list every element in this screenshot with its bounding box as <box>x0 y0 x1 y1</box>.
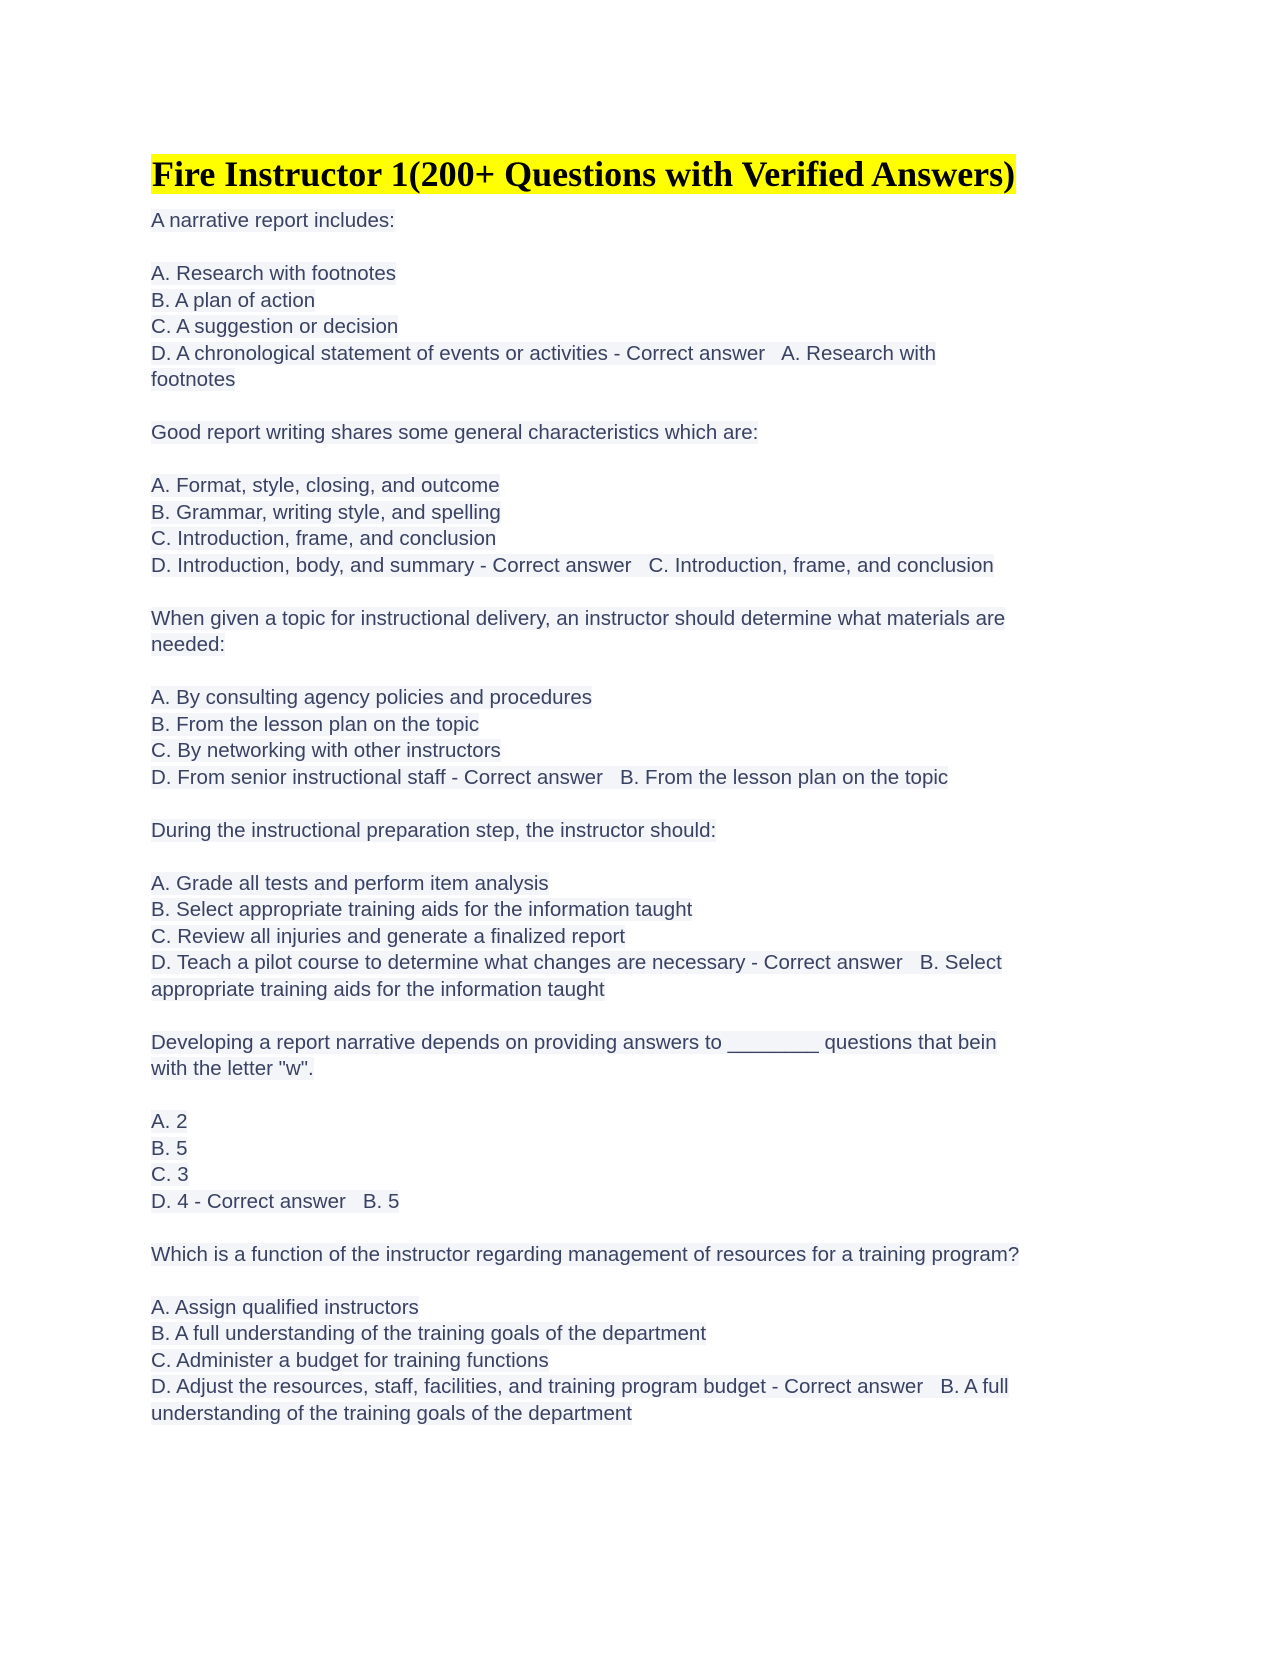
answer-option-text: A. Grade all tests and perform item analysis <box>151 871 549 895</box>
title-text: Fire Instructor 1(200+ Questions with Verified Answers) <box>152 154 1016 194</box>
answer-option-text: footnotes <box>151 368 236 391</box>
answer-option <box>151 1374 1151 1401</box>
answer-option <box>151 1295 1151 1322</box>
spacer <box>151 1083 1151 1110</box>
spacer <box>151 1268 1151 1295</box>
answer-option-text: B. 5 <box>151 1136 188 1160</box>
question-text <box>151 1242 1151 1269</box>
answer-option <box>151 314 1151 341</box>
answer-option-text: A. Assign qualified instructors <box>151 1295 419 1319</box>
answer-option <box>151 341 1151 368</box>
question-text-text: Which is a function of the instructor regarding management of resources for a training program? <box>151 1242 1020 1266</box>
answer-option <box>151 1162 1151 1189</box>
question-text-text: Developing a report narrative depends on providing answers to ________ questions that bein <box>151 1030 997 1054</box>
spacer <box>151 844 1151 871</box>
answer-option-text: C. A suggestion or decision <box>151 315 399 338</box>
answer-option <box>151 685 1151 712</box>
question-text <box>151 208 1151 235</box>
question-text-text: A narrative report includes: <box>151 209 395 232</box>
answer-option <box>151 924 1151 951</box>
question-block <box>151 1242 1151 1428</box>
document-title <box>151 152 1151 196</box>
answer-option-text: B. A full understanding of the training goals of the department <box>151 1322 707 1345</box>
answer-option-text: A. Format, style, closing, and outcome <box>151 474 500 497</box>
question-block <box>151 1030 1151 1216</box>
question-text <box>151 818 1151 845</box>
answer-option <box>151 288 1151 315</box>
answer-option <box>151 712 1151 739</box>
answer-option-text: C. Review all injuries and generate a finalized report <box>151 924 626 948</box>
answer-option <box>151 261 1151 288</box>
answer-option <box>151 526 1151 553</box>
answer-option <box>151 1136 1151 1163</box>
answer-option-text: D. 4 - Correct answer B. 5 <box>151 1189 400 1213</box>
answer-option-text: A. By consulting agency policies and procedures <box>151 686 593 709</box>
question-text-text: Good report writing shares some general characteristics which are: <box>151 421 759 444</box>
answer-option <box>151 897 1151 924</box>
answer-option <box>151 977 1151 1004</box>
answer-option-text: A. Research with footnotes <box>151 262 396 285</box>
spacer <box>151 659 1151 686</box>
question-block <box>151 208 1151 394</box>
question-text <box>151 606 1151 633</box>
answer-option <box>151 367 1151 394</box>
question-list <box>151 208 1151 1427</box>
answer-option <box>151 553 1151 580</box>
question-block <box>151 606 1151 792</box>
answer-option-text: B. Grammar, writing style, and spelling <box>151 500 501 524</box>
answer-option-text: understanding of the training goals of the department <box>151 1401 632 1425</box>
answer-option <box>151 1189 1151 1216</box>
answer-option-text: B. From the lesson plan on the topic <box>151 712 480 736</box>
question-text-text: with the letter "w". <box>151 1057 314 1080</box>
answer-option-text: C. 3 <box>151 1163 189 1186</box>
question-block <box>151 818 1151 1004</box>
question-text <box>151 1030 1151 1057</box>
answer-option-text: B. Select appropriate training aids for the information taught <box>151 898 693 921</box>
spacer <box>151 447 1151 474</box>
answer-option-text: B. A plan of action <box>151 288 316 312</box>
spacer <box>151 235 1151 262</box>
answer-option-text: D. From senior instructional staff - Correct answer B. From the lesson plan on the topic <box>151 765 949 789</box>
document-page <box>151 152 1151 1427</box>
answer-option-text: D. Adjust the resources, staff, facilities, and training program budget - Correct answer B. A full <box>151 1375 1009 1398</box>
answer-option <box>151 871 1151 898</box>
answer-option-text: C. By networking with other instructors <box>151 739 501 762</box>
answer-option <box>151 500 1151 527</box>
question-text-text: During the instructional preparation step, the instructor should: <box>151 818 717 842</box>
question-block <box>151 420 1151 579</box>
answer-option <box>151 738 1151 765</box>
answer-option <box>151 1109 1151 1136</box>
answer-option <box>151 1401 1151 1428</box>
answer-option-text: A. 2 <box>151 1110 188 1133</box>
answer-option-text: D. Introduction, body, and summary - Correct answer C. Introduction, frame, and conclusion <box>151 553 994 577</box>
answer-option-text: C. Introduction, frame, and conclusion <box>151 527 497 550</box>
answer-option-text: D. A chronological statement of events or activities - Correct answer A. Research with <box>151 341 937 365</box>
answer-option <box>151 765 1151 792</box>
question-text-text: When given a topic for instructional delivery, an instructor should determine what materials are <box>151 606 1006 630</box>
answer-option <box>151 950 1151 977</box>
answer-option-text: appropriate training aids for the information taught <box>151 977 605 1001</box>
answer-option <box>151 473 1151 500</box>
question-text <box>151 420 1151 447</box>
answer-option <box>151 1348 1151 1375</box>
question-text-text: needed: <box>151 633 226 656</box>
question-text <box>151 632 1151 659</box>
answer-option-text: D. Teach a pilot course to determine what changes are necessary - Correct answer B. Select <box>151 951 1002 974</box>
answer-option <box>151 1321 1151 1348</box>
question-text <box>151 1056 1151 1083</box>
answer-option-text: C. Administer a budget for training functions <box>151 1348 549 1372</box>
